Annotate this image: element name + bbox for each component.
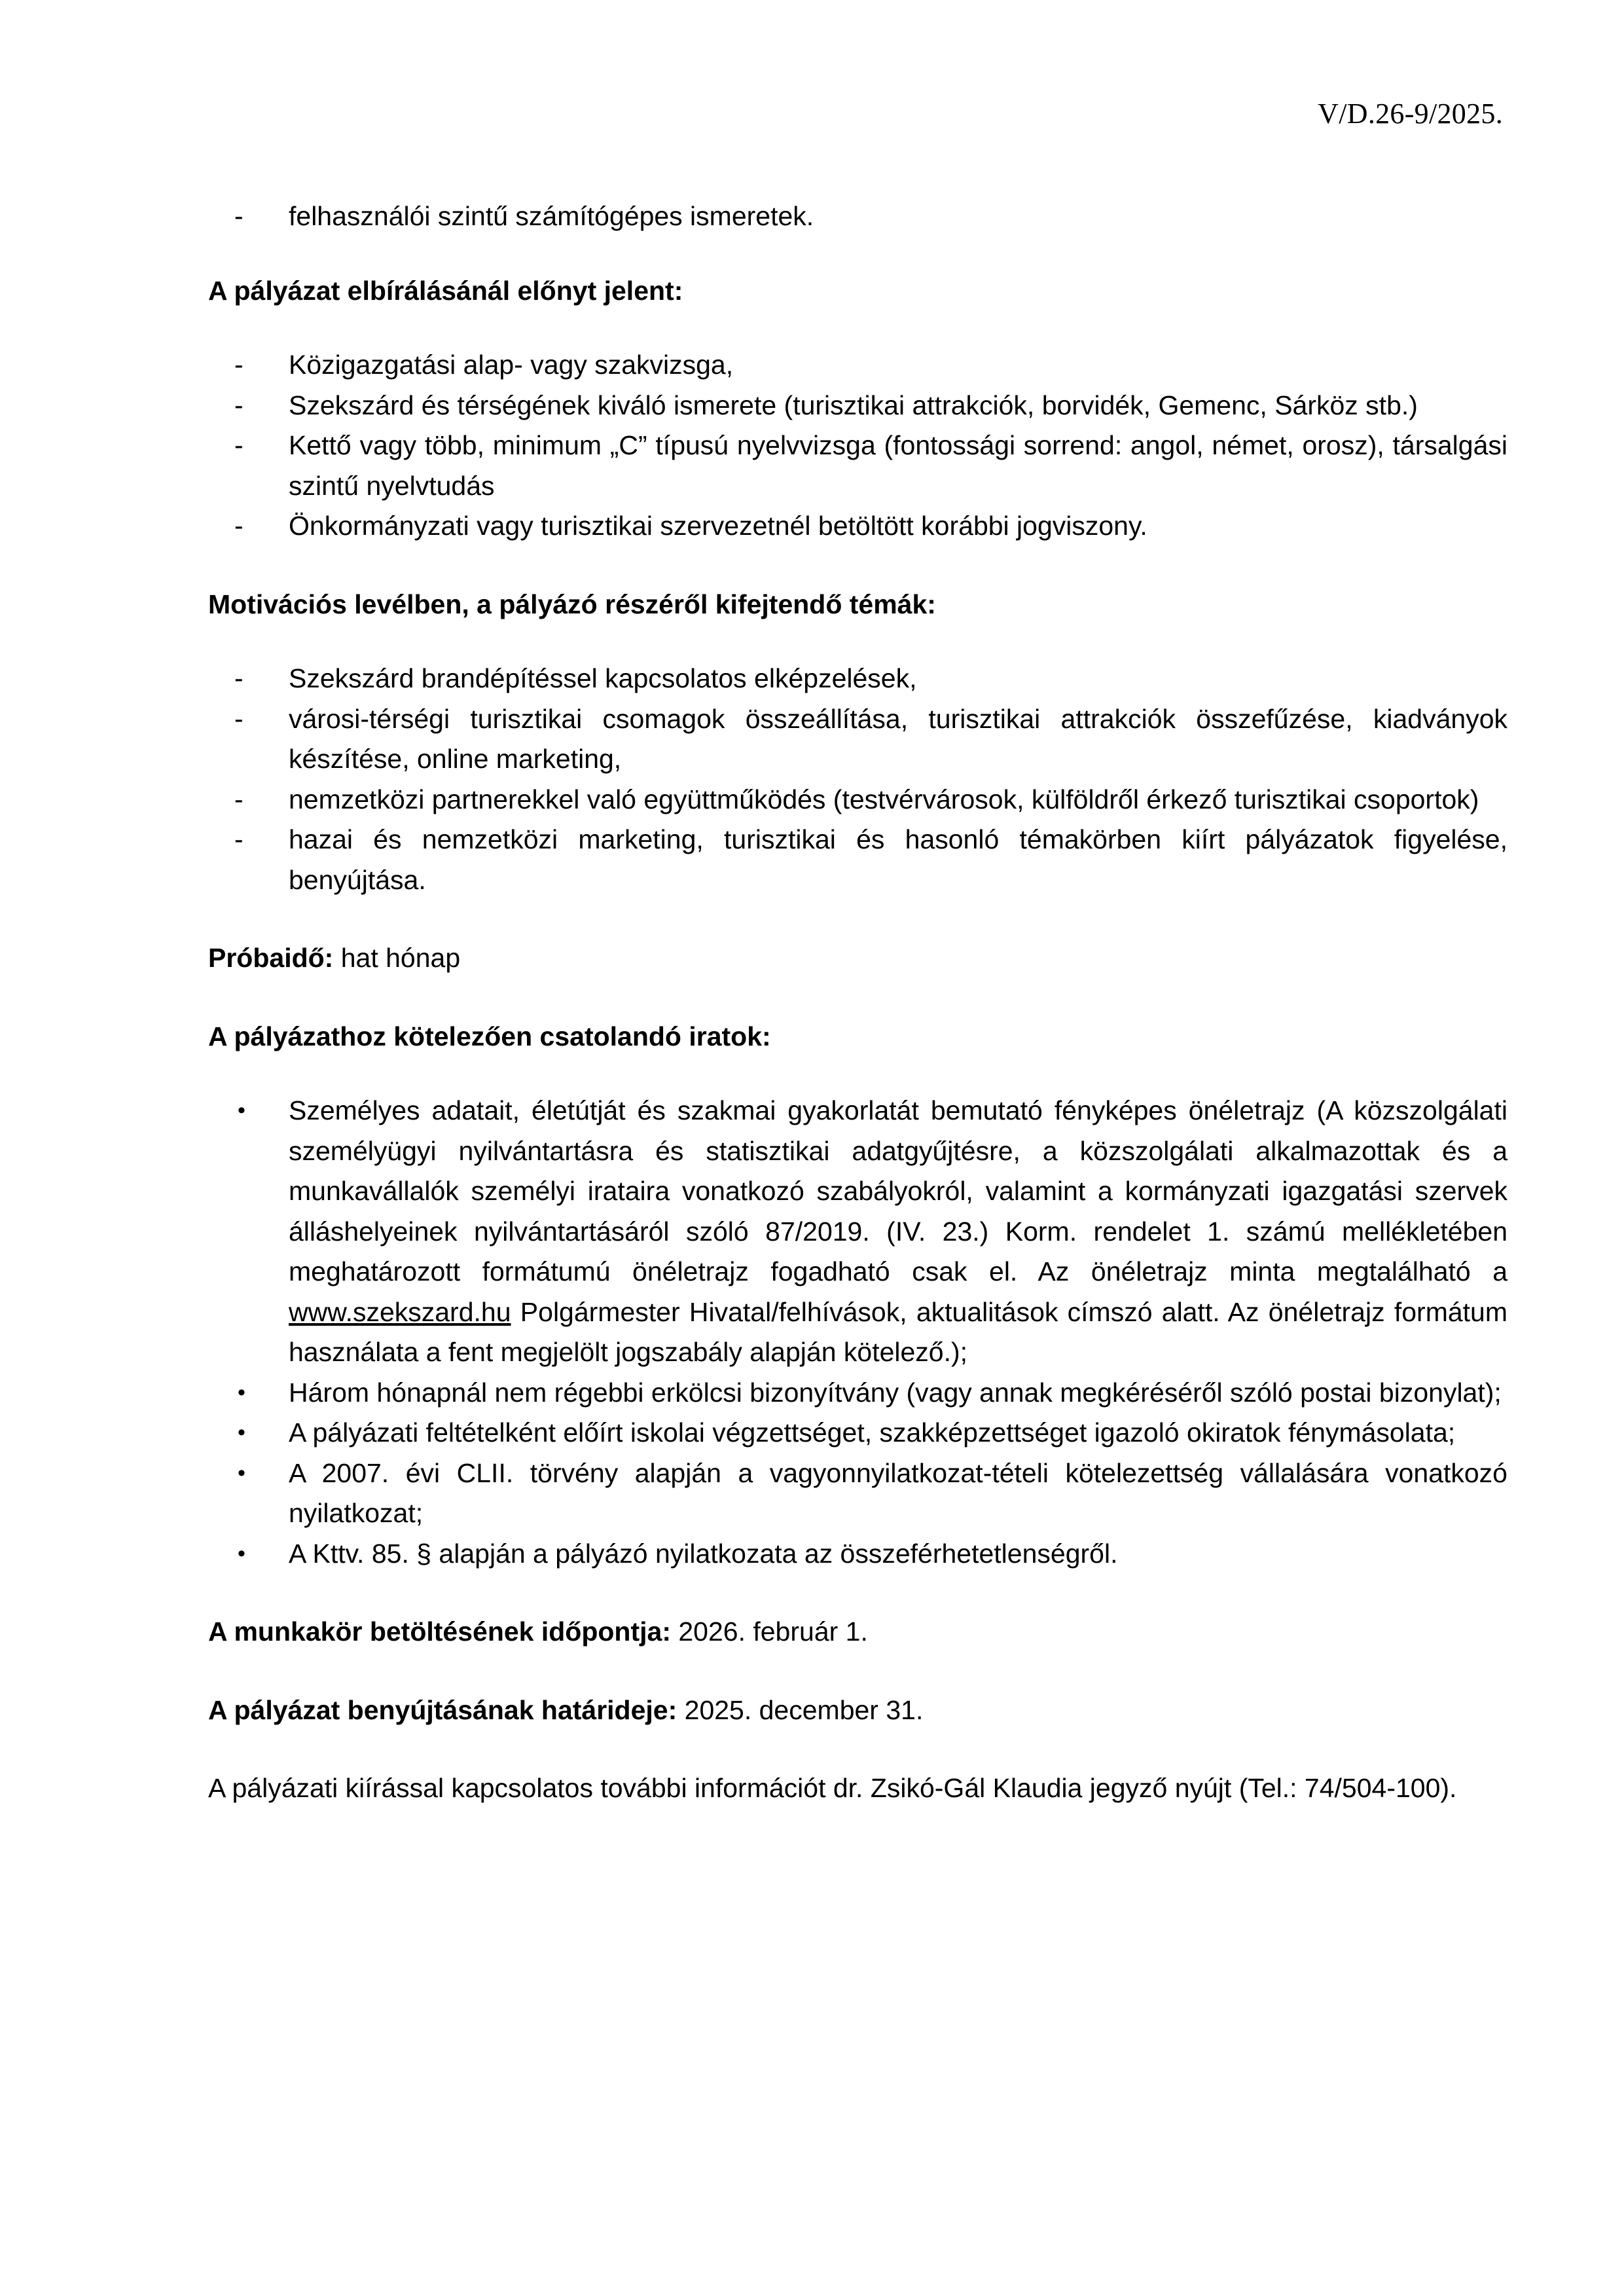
document-body	[208, 196, 1507, 1809]
advantages-list	[208, 345, 1507, 547]
list-item-text: Önkormányzati vagy turisztikai szervezetnél betöltött korábbi jogviszony.	[289, 511, 1147, 541]
list-item	[208, 699, 1507, 780]
start-date	[208, 1612, 1507, 1652]
document-reference-number: V/D.26-9/2025.	[1318, 98, 1503, 130]
list-item-text: nemzetközi partnerekkel való együttműködés (testvérvárosok, külföldről érkező turisztikai csoportok)	[289, 784, 1479, 814]
dash-marker: -	[234, 703, 244, 734]
list-item	[208, 1534, 1507, 1575]
list-item	[208, 780, 1507, 820]
required-documents-heading: A pályázathoz kötelezően csatolandó iratok:	[208, 1021, 771, 1051]
application-deadline	[208, 1690, 1507, 1731]
probation-period	[208, 938, 1507, 979]
list-item-text-before-link: Személyes adatait, életútját és szakmai gyakorlatát bemutató fényképes önéletrajz (A közszolgálati személyügyi nyilvántartásra és statisztikai adatgyűjtésre, a közszolgálati alkalmazottak és a munkavállalók személyi irataira vonatkozó szabályokról, valamint a kormányzati igazgatási szervek álláshelyeinek nyilvántartásáról szóló 87/2019. (IV. 23.) Korm. rendelet 1. számú mellékletében meghatározott formátumú önéletrajz fogadható csak el. Az önéletrajz minta megtalálható a	[289, 1095, 1507, 1286]
list-item-text: Kettő vagy több, minimum „C” típusú nyelvvizsga (fontossági sorrend: angol, német, orosz), társalgási szintű nyelvtudás	[289, 430, 1507, 501]
list-item-text: hazai és nemzetközi marketing, turisztikai és hasonló témakörben kiírt pályázatok figyelése, benyújtása.	[289, 824, 1507, 895]
dash-marker: -	[234, 430, 244, 460]
spacer	[208, 1057, 1507, 1091]
dash-marker: -	[234, 511, 244, 541]
list-item-text: A 2007. évi CLII. törvény alapján a vagyonnyilatkozat-tételi kötelezettség vállalására vonatkozó nyilatkozat;	[289, 1457, 1507, 1528]
list-item-text: városi-térségi turisztikai csomagok összeállítása, turisztikai attrakciók összefűzése, kiadványok készítése, online marketing,	[289, 703, 1507, 774]
dash-marker: -	[234, 784, 244, 814]
list-item	[208, 1413, 1507, 1453]
list-item	[208, 196, 1507, 237]
list-item	[208, 506, 1507, 547]
dash-marker: -	[234, 824, 244, 854]
list-item	[208, 1091, 1507, 1373]
dash-marker: -	[234, 663, 244, 693]
list-item	[208, 1373, 1507, 1413]
start-date-value: 2026. február 1.	[670, 1616, 868, 1647]
required-documents-list	[208, 1091, 1507, 1574]
bullet-marker: •	[238, 1460, 245, 1485]
list-item	[208, 386, 1507, 426]
list-item	[208, 426, 1507, 506]
list-item-text: Szekszárd és térségének kiváló ismerete (turisztikai attrakciók, borvidék, Gemenc, Sárköz stb.)	[289, 390, 1418, 420]
motivation-list	[208, 659, 1507, 900]
list-item	[208, 345, 1507, 386]
list-item	[208, 659, 1507, 699]
bullet-marker: •	[238, 1420, 245, 1445]
intro-bullet-list	[208, 196, 1507, 237]
advantages-heading: A pályázat elbírálásánál előnyt jelent:	[208, 275, 683, 306]
deadline-label: A pályázat benyújtásának határideje:	[208, 1694, 677, 1725]
spacer	[208, 900, 1507, 938]
dash-marker: -	[234, 350, 244, 380]
motivation-heading: Motivációs levélben, a pályázó részéről kifejtendő témák:	[208, 589, 936, 619]
spacer	[208, 237, 1507, 271]
spacer	[208, 311, 1507, 345]
list-item	[208, 820, 1507, 900]
list-item-text: Szekszárd brandépítéssel kapcsolatos elképzelések,	[289, 663, 917, 693]
list-item	[208, 1453, 1507, 1534]
contact-information: A pályázati kiírással kapcsolatos további információt dr. Zsikó-Gál Klaudia jegyző nyújt (Tel.: 74/504-100).	[208, 1773, 1457, 1803]
spacer	[208, 1730, 1507, 1768]
list-item-text: A pályázati feltételként előírt iskolai végzettséget, szakképzettséget igazoló okiratok fénymásolata;	[289, 1417, 1456, 1448]
spacer	[208, 1652, 1507, 1690]
dash-marker: -	[234, 201, 244, 231]
list-item-text: Közigazgatási alap- vagy szakvizsga,	[289, 350, 734, 380]
list-item-text: Három hónapnál nem régebbi erkölcsi bizonyítvány (vagy annak megkéréséről szóló postai bizonylat);	[289, 1377, 1502, 1408]
probation-value: hat hónap	[333, 943, 461, 973]
dash-marker: -	[234, 390, 244, 420]
spacer	[208, 547, 1507, 585]
probation-label: Próbaidő:	[208, 943, 334, 973]
spacer	[208, 625, 1507, 659]
list-item-text-after-link: Polgármester Hivatal/felhívások, aktualitások címszó alatt. Az önéletrajz formátum használata a fent megjelölt jogszabály alapján kötelező.);	[289, 1296, 1507, 1367]
list-item-text: felhasználói szintű számítógépes ismeretek.	[289, 201, 814, 231]
spacer	[208, 1574, 1507, 1612]
list-item-text: A Kttv. 85. § alapján a pályázó nyilatkozata az összeférhetetlenségről.	[289, 1538, 1118, 1569]
bullet-marker: •	[238, 1098, 245, 1123]
start-date-label: A munkakör betöltésének időpontja:	[208, 1616, 671, 1647]
bullet-marker: •	[238, 1379, 245, 1405]
deadline-value: 2025. december 31.	[677, 1694, 924, 1725]
spacer	[208, 979, 1507, 1017]
szekszard-website-link[interactable]: www.szekszard.hu	[289, 1296, 511, 1327]
bullet-marker: •	[238, 1540, 245, 1566]
